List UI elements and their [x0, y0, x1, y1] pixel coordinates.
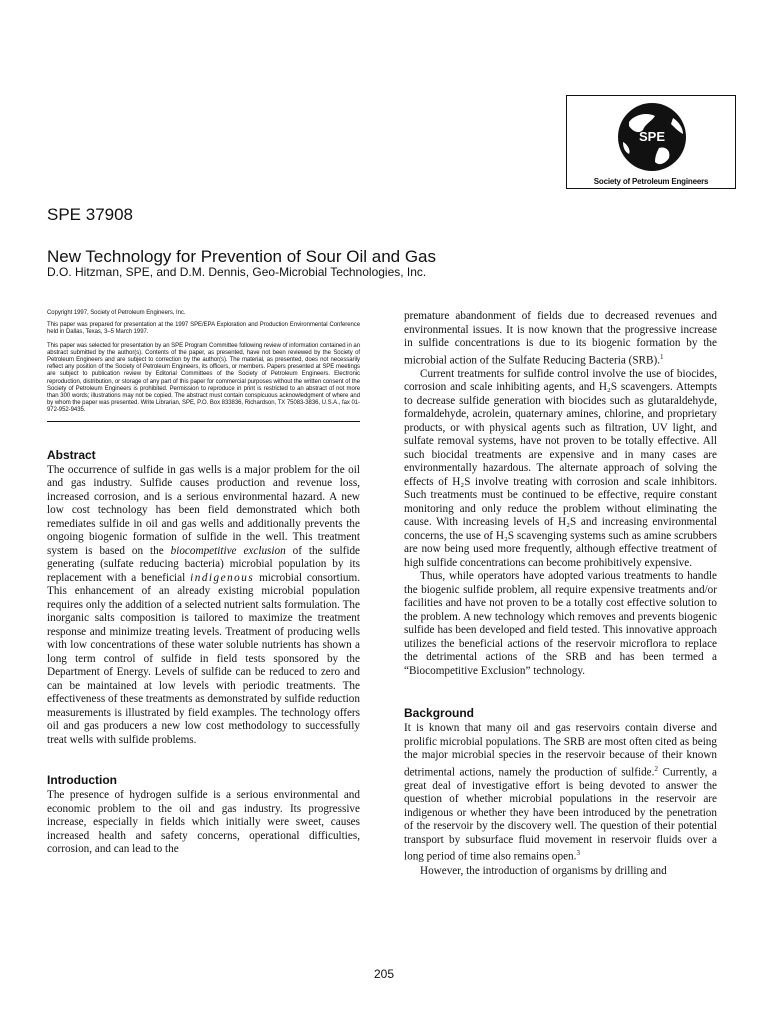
conference-note: This paper was prepared for presentation at the 1997 SPE/EPA Exploration and Production Environmental Conference held in Dallas, Texas, 3–5 March 1997. — [47, 322, 360, 336]
right-column — [404, 310, 717, 878]
background-text-2: Currently, a great deal of investigative effort is being devoted to answer the question of whether microbial populations in the reservoir are indigenous or whether they have been introduced by the penetration of the reservoir by the discovery well. The question of their potential transport by subsurface fluid movement in reservoir fluids over a long period of time also remains open. — [404, 766, 717, 864]
background-paragraph — [404, 722, 717, 864]
abstract-text-1: The occurrence of sulfide in gas wells is a major problem for the oil and gas industry. Sulfide causes production and revenue loss, increased corrosion, and is a serious environmental hazard. A new low cost technology has been field demonstrated which both remediates sulfide in oil and gas wells and additionally prevents the ongoing biogenic formation of sulfide in the well. This treatment system is based on the — [47, 463, 360, 557]
background-paragraph-2: However, the introduction of organisms by drilling and — [420, 864, 667, 877]
paper-authors: D.O. Hitzman, SPE, and D.M. Dennis, Geo-Microbial Technologies, Inc. — [47, 265, 427, 279]
copyright-line: Copyright 1997, Society of Petroleum Engineers, Inc. — [47, 310, 186, 316]
paper-title: New Technology for Prevention of Sour Oil and Gas — [47, 247, 437, 266]
introduction-paragraph: The presence of hydrogen sulfide is a serious environmental and economic problem to the oil and gas industry. Its progressive increase, especially in fields which initially were sweet, causes increased health and safety concerns, operational difficulties, corrosion, and can lead to the — [47, 789, 360, 856]
introduction-heading: Introduction — [47, 773, 117, 788]
abstract-emphasis-1: biocompetitive exclusion — [170, 544, 286, 557]
reference-marker: 2 — [654, 764, 658, 773]
spe-logo — [566, 95, 736, 189]
logo-caption: Society of Petroleum Engineers — [593, 177, 709, 186]
reference-marker: 3 — [576, 849, 580, 858]
spe-mark-text: SPE — [638, 129, 666, 144]
background-heading: Background — [404, 706, 475, 721]
paper-number: SPE 37908 — [47, 205, 134, 224]
copyright-block — [47, 310, 360, 422]
treatments-paragraph: Current treatments for sulfide control involve the use of biocides, corrosion and scale inhibiting agents, and H₂S scavengers. Attempts to decrease sulfide generation with biocides such as glutaraldehyde, formaldehyde, acrolein, quaternary amines, chlorine, and proprietary products, or with physical agents such as filtration, UV light, and sulfate removal systems, have not proven to be totally effective. All such biocidal treatments are expensive and in many cases are environmentally hazardous. The alternate approach of solving the effects of H₂S involve treating with corrosion and scale inhibitors. Such treatments must be continued to be effective, require constant monitoring and only reduce the problem without eliminating the cause. With increasing levels of H₂S and increasing environmental concerns, the use of H₂S scavenging systems such as amine scrubbers are now being used more frequently, although effective treatment of high sulfide concentrations can become prohibitively expensive. — [404, 367, 717, 569]
left-column — [47, 310, 360, 857]
abstract-paragraph — [47, 464, 360, 748]
background-text-1: It is known that many oil and gas reservoirs contain diverse and prolific microbial populations. The SRB are most often cited as being the major microbial species in the reservoir because of their known detrimental actions, namely the production of sulfide. — [404, 722, 717, 779]
abstract-heading: Abstract — [47, 447, 96, 462]
intro-continuation-text: premature abandonment of fields due to decreased revenues and environmental issues. It is now known that the progressive increase in sulfide concentrations is due to its biogenic formation by the microbial action of the Sulfate Reducing Bacteria (SRB). — [404, 310, 717, 367]
abstract-text-3: microbial consortium. This enhancement of an already existing microbial population requires only the addition of a selected nutrient salts formulation. The inorganic salts composition is tailored to maximize the treatment response and minimize treating levels. Treatment of producing wells with low concentrations of these water soluble nutrients has shown a long term control of sulfide in field tests sponsored by the Department of Energy. Levels of sulfide can be reduced to zero and can be maintained at low levels with periodic treatments. The effectiveness of these treatments as demonstrated by sulfide reduction measurements is illustrated by field examples. The technology offers oil and gas producers a new low cost methodology to successfully treat wells with sulfide problems. — [47, 571, 360, 746]
permission-note: This paper was selected for presentation by an SPE Program Committee following review of information contained in an abstract submitted by the author(s). Contents of the paper, as presented, have not been reviewed by the Society of Petroleum Engineers and are subject to correction by the author(s). The material, as presented, does not necessarily reflect any position of the Society of Petroleum Engineers, its officers, or members. Papers presented at SPE meetings are subject to publication review by Editorial Committees of the Society of Petroleum Engineers. Electronic reproduction, distribution, or storage of any part of this paper for commercial purposes without the written consent of the Society of Petroleum Engineers is prohibited. Permission to reproduce in print is restricted to an abstract of not more than 300 words; illustrations may not be copied. The abstract must contain conspicuous acknowledgment of where and by whom the paper was presented. Write Librarian, SPE, P.O. Box 833836, Richardson, TX 75083-3836, U.S.A., fax 01-972-952-9435. — [47, 342, 360, 414]
intro-continuation — [404, 310, 717, 368]
reference-marker: 1 — [660, 352, 664, 361]
page-number: 205 — [373, 967, 395, 981]
abstract-text-2: of the sulfide generating (sulfate reducing bacteria) microbial population by its replacement with a beneficial — [47, 544, 360, 584]
technology-paragraph: Thus, while operators have adopted various treatments to handle the biogenic sulfide problem, all require expensive treatments and/or facilities and have not proven to be a totally cost effective solution to the problem. A new technology which removes and prevents biogenic sulfide has been developed and field tested. This innovative approach utilizes the beneficial actions of the reservoir microflora to replace the detrimental actions of the SRB and has been termed a “Biocompetitive Exclusion” technology. — [404, 570, 717, 677]
abstract-emphasis-2: indigenous — [190, 571, 255, 584]
spe-globe-icon — [567, 96, 737, 190]
